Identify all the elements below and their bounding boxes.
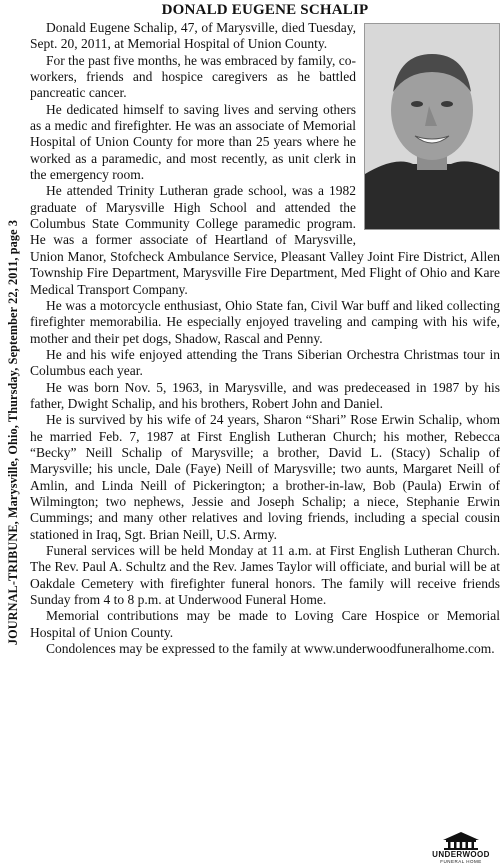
paragraph: He attended Trinity Lutheran grade school, was a 1982 graduate of Marysville High School and attended the Columbus State Community College paramedic program. He was a former associate of Heartland of Marysville, Union Manor, Stofcheck Ambulance Service, Pleasant Valley Joint Fire District, Allen Township Fire Department, Marysville Fire Department, Med Flight of Ohio and Kare Medical Transport Company.: [30, 183, 500, 297]
funeral-home-logo: [422, 831, 500, 865]
obituary-title: DONALD EUGENE SCHALIP: [161, 2, 369, 18]
masthead: [6, 22, 22, 842]
portrait-photo: [364, 23, 500, 230]
paragraph: Donald Eugene Schalip, 47, of Marysville, died Tuesday, Sept. 20, 2011, at Memorial Hospital of Union County.: [30, 20, 356, 52]
paragraph: He was a motorcycle enthusiast, Ohio State fan, Civil War buff and liked collecting firefighter memorabilia. He especially enjoyed traveling and camping with his wife, mother and their pet dogs, Shadow, Rascal and Penny.: [30, 297, 500, 346]
paragraph: Funeral services will be held Monday at 11 a.m. at First English Lutheran Church. The Rev. Paul A. Schultz and the Rev. James Taylor will officiate, and burial will be at Oakdale Cemetery with firefighter funeral honors. The family will receive friends Sunday from 4 to 8 p.m. at Underwood Funeral Home.: [30, 543, 500, 608]
logo-subtitle: FUNERAL HOME: [440, 859, 482, 864]
obituary-body: [30, 20, 500, 657]
paragraph: For the past five months, he was embraced by family, co-workers, friends and hospice caregivers as he battled pancreatic cancer.: [30, 52, 356, 101]
paragraph: He dedicated himself to saving lives and serving others as a medic and firefighter. He was an associate of Memorial Hospital of Union County for more than 25 years where he worked as a paramedic, and most recently, as unit clerk in the emergency room.: [30, 101, 356, 183]
paragraph: Memorial contributions may be made to Loving Care Hospice or Memorial Hospital of Union County.: [30, 608, 500, 640]
paragraph: He is survived by his wife of 24 years, Sharon “Shari” Rose Erwin Schalip, whom he married Feb. 7, 1987 at First English Lutheran Church; his mother, Rebecca “Becky” Neill Schalip of Marysville; a brother, David L. (Stacy) Schalip of Marysville; his uncle, Dale (Faye) Neill of Marysville; two aunts, Margaret Neill of Amlin, and Linda Neill of Pickerington; a brother-in-law, Bob (Paula) Erwin of Wilmington; two nephews, Jessie and Joseph Schalip; a niece, Stephanie Erwin Cummings; and many other relatives and loving friends, including a special cousin stationed in Iraq, Sgt. Brian Neill, U.S. Army.: [30, 412, 500, 542]
masthead-text: JOURNAL-TRIBUNE, Marysville, Ohio, Thursday, September 22, 2011, page 3: [6, 219, 21, 645]
paragraph: Condolences may be expressed to the family at www.underwoodfuneralhome.com.: [46, 641, 495, 657]
logo-name: UNDERWOOD: [432, 850, 490, 859]
paragraph: He and his wife enjoyed attending the Trans Siberian Orchestra Christmas tour in Columbus each year.: [30, 346, 500, 379]
paragraph: He was born Nov. 5, 1963, in Marysville, and was predeceased in 1987 by his father, Dwight Schalip, and his brothers, Robert John and Daniel.: [30, 379, 500, 411]
funeral-home-building-icon: [441, 831, 481, 850]
